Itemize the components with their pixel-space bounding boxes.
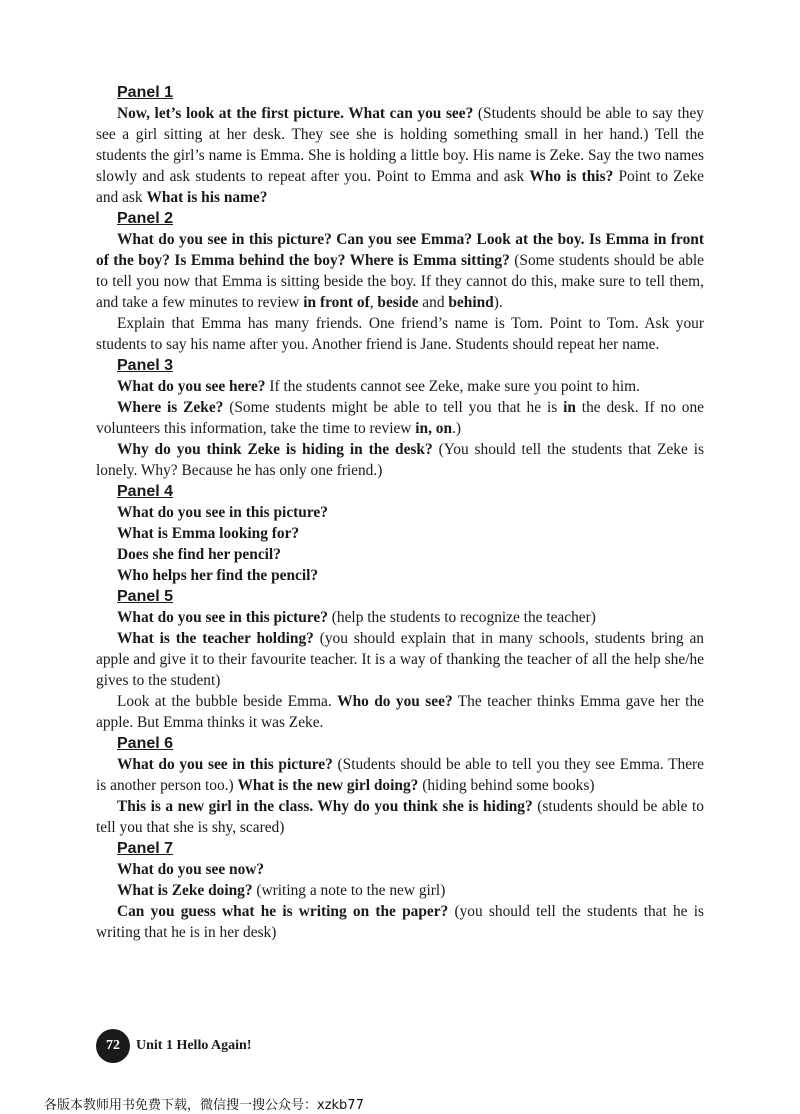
panel-paragraph [96,376,704,397]
instruction-text: (you should tell the students that he is writing that he is in her desk) [96,903,704,941]
panel-paragraph [96,628,704,691]
panel-section [96,82,704,208]
question-text: Does she find her pencil? [117,546,281,563]
instruction-text: (Students should be able to tell you they see Emma. There is another person too.) [96,756,704,794]
question-text: Why do you think Zeke is hiding in the desk? [117,441,433,458]
question-text: What is his name? [146,189,268,206]
document-body [96,82,704,943]
panel-section [96,355,704,481]
instruction-text: Look at the bubble beside Emma. [117,693,338,710]
question-text: What do you see in this picture? [117,756,333,773]
question-text: What do you see in this picture? Can you see Emma? Look at the boy. Is Emma in front of the boy? Is Emma behind the boy? Where is Emma sitting? [96,231,704,269]
panel-paragraph [96,607,704,628]
panel-heading: Panel 3 [117,357,174,374]
panel-paragraph [96,544,704,565]
panel-paragraph [96,523,704,544]
panel-paragraph [96,880,704,901]
question-text: What is Emma looking for? [117,525,300,542]
panel-paragraph [96,754,704,796]
question-text: Can you guess what he is writing on the paper? [117,903,449,920]
instruction-text: ). [493,294,503,311]
panel-paragraph [96,859,704,880]
panel-paragraph [96,439,704,481]
panel-heading: Panel 1 [117,84,174,101]
question-text: in [563,399,576,416]
question-text: beside [377,294,419,311]
instruction-text: (Some students should be able to tell you now that Emma is sitting beside the boy. If they cannot do this, make sure to tell them, and take a few minutes to review [96,252,705,311]
question-text: Who helps her find the pencil? [117,567,319,584]
page-footer [96,1029,252,1063]
panel-section [96,733,704,838]
panel-heading: Panel 6 [117,735,174,752]
question-text: What do you see here? [117,378,266,395]
panel-heading: Panel 2 [117,210,174,227]
question-text: Who do you see? [337,693,453,710]
instruction-text: (help the students to recognize the teacher) [327,609,596,626]
page-number: 72 [96,1029,130,1063]
question-text: behind [448,294,494,311]
question-text: in front of [303,294,370,311]
panel-paragraph [96,103,704,208]
instruction-text: (You should tell the students that Zeke is lonely. Why? Because he has only one friend.) [96,441,704,479]
panel-heading: Panel 5 [117,588,174,605]
instruction-text: The teacher thinks Emma gave her the apple. But Emma thinks it was Zeke. [96,693,704,731]
panel-paragraph [96,229,704,313]
panel-paragraph [96,502,704,523]
instruction-text: Explain that Emma has many friends. One friend’s name is Tom. Point to Tom. Ask your students to say his name after you. Another friend is Jane. Students should repeat her name. [96,315,704,353]
question-text: This is a new girl in the class. Why do you think she is hiding? [117,798,533,815]
panel-paragraph [96,313,704,355]
instruction-text: (you should explain that in many schools, students bring an apple and give it to their favourite teacher. It is a way of thanking the teacher of all the help she/he gives to the student) [96,630,704,689]
question-text: in, on [415,420,453,437]
unit-title: Unit 1 Hello Again! [136,1038,252,1053]
instruction-text: (Students should be able to say they see a girl sitting at her desk. They see she is holding something small in her hand.) Tell the students the girl’s name is Emma. She is holding a little boy. His name is Zeke. Say the two names slowly and ask students to repeat after you. Point to Emma and ask [96,105,704,185]
instruction-text: (hiding behind some books) [418,777,595,794]
question-text: What is Zeke doing? [117,882,253,899]
panel-section [96,586,704,733]
question-text: What do you see in this picture? [117,504,328,521]
panel-paragraph [96,901,704,943]
panel-section [96,208,704,355]
instruction-text: the desk. If no one volunteers this information, take the time to review [96,399,705,437]
instruction-text: , [369,294,378,311]
panel-paragraph [96,397,704,439]
panel-paragraph [96,796,704,838]
question-text: Who is this? [529,168,614,185]
instruction-text: and [418,294,449,311]
panel-paragraph [96,691,704,733]
instruction-text: If the students cannot see Zeke, make sure you point to him. [265,378,640,395]
instruction-text: .) [452,420,462,437]
question-text: What is the teacher holding? [117,630,314,647]
download-watermark: 各版本教师用书免费下载，微信搜一搜公众号：xzkb77 [44,1098,364,1113]
panel-paragraph [96,565,704,586]
panel-heading: Panel 4 [117,483,174,500]
question-text: Now, let’s look at the first picture. What can you see? [117,105,474,122]
instruction-text: (writing a note to the new girl) [252,882,446,899]
panel-heading: Panel 7 [117,840,174,857]
panel-section [96,838,704,943]
instruction-text: Point to Zeke and ask [96,168,704,206]
instruction-text: (Some students might be able to tell you that he is [223,399,564,416]
question-text: What is the new girl doing? [237,777,419,794]
panel-section [96,481,704,586]
question-text: Where is Zeke? [117,399,224,416]
instruction-text: (students should be able to tell you that she is shy, scared) [96,798,704,836]
question-text: What do you see in this picture? [117,609,328,626]
question-text: What do you see now? [117,861,265,878]
